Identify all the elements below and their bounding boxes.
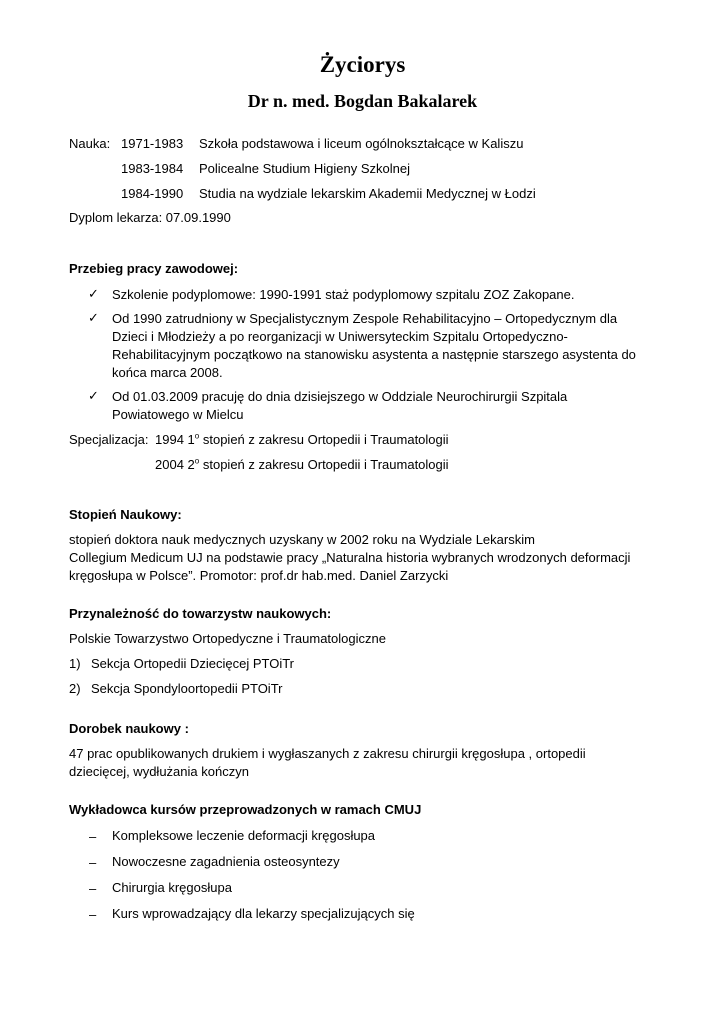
education-years: 1984-1990 — [121, 186, 184, 201]
degree-text-line: stopień doktora nauk medycznych uzyskany w 2002 roku na Wydziale Lekarskim — [69, 532, 535, 547]
page-subtitle: Dr n. med. Bogdan Bakalarek — [247, 91, 478, 111]
education-label: Nauka: — [69, 136, 111, 151]
society-number: 1) — [69, 656, 81, 671]
career-heading: Przebieg pracy zawodowej: — [69, 261, 239, 276]
diploma-date: Dyplom lekarza: 07.09.1990 — [69, 210, 231, 225]
career-item-line: Szkolenie podyplomowe: 1990-1991 staż podyplomowy szpitalu ZOZ Zakopane. — [112, 287, 575, 302]
dash-bullet-icon: – — [89, 881, 97, 896]
specialization-row: 1994 1$^o$ stopień z zakresu Ortopedii i Traumatologii — [155, 431, 449, 447]
career-item-line: Powiatowego w Mielcu — [112, 407, 244, 422]
page-title: Życiorys — [319, 52, 406, 77]
check-icon: ✓ — [88, 310, 99, 325]
publications-heading: Dorobek naukowy : — [69, 721, 189, 736]
dash-bullet-icon: – — [89, 855, 97, 870]
degree-text-line: kręgosłupa w Polsce”. Promotor: prof.dr hab.med. Daniel Zarzycki — [69, 568, 449, 583]
course-item: Kompleksowe leczenie deformacji kręgosłupa — [112, 828, 376, 843]
career-item-line: Rehabilitacyjnym początkowo na stanowisku asystenta a następnie starszego asystenta do — [112, 347, 636, 362]
career-item-line: Dzieci i Młodzieży a po reorganizacji w Uniwersyteckim Szpitalu Ortopedyczno- — [112, 329, 568, 344]
publications-text-line: 47 prac opublikowanych drukiem i wygłaszanych z zakresu chirurgii kręgosłupa , ortopedii — [69, 746, 586, 761]
check-icon: ✓ — [88, 388, 99, 403]
career-item-line: Od 01.03.2009 pracuję do dnia dzisiejszego w Oddziale Neurochirurgii Szpitala — [112, 389, 568, 404]
dash-bullet-icon: – — [89, 907, 97, 922]
publications-text-line: dziecięcej, wydłużania kończyn — [69, 764, 249, 779]
education-text: Policealne Studium Higieny Szkolnej — [199, 161, 411, 176]
societies-heading: Przynależność do towarzystw naukowych: — [69, 606, 332, 621]
courses-heading: Wykładowca kursów przeprowadzonych w ramach CMUJ — [69, 802, 422, 817]
course-item: Nowoczesne zagadnienia osteosyntezy — [112, 854, 340, 869]
society-item: Sekcja Ortopedii Dziecięcej PTOiTr — [91, 656, 295, 671]
education-years: 1983-1984 — [121, 161, 184, 176]
course-item: Kurs wprowadzający dla lekarzy specjalizujących się — [112, 906, 415, 921]
education-text: Szkoła podstawowa i liceum ogólnokształcące w Kaliszu — [199, 136, 524, 151]
specialization-row: 2004 2$^o$ stopień z zakresu Ortopedii i Traumatologii — [155, 456, 449, 472]
degree-text-line: Collegium Medicum UJ na podstawie pracy „Naturalna historia wybranych wrodzonych deformacji — [69, 550, 631, 565]
career-item-line: Od 1990 zatrudniony w Specjalistycznym Zespole Rehabilitacyjno – Ortopedycznym dla — [112, 311, 618, 326]
education-text: Studia na wydziale lekarskim Akademii Medycznej w Łodzi — [199, 186, 536, 201]
course-item: Chirurgia kręgosłupa — [112, 880, 232, 895]
education-years: 1971-1983 — [121, 136, 184, 151]
specialization-label: Specjalizacja: — [69, 432, 149, 447]
society-number: 2) — [69, 681, 81, 696]
check-icon: ✓ — [88, 286, 99, 301]
career-item-line: końca marca 2008. — [112, 365, 223, 380]
societies-main: Polskie Towarzystwo Ortopedyczne i Traumatologiczne — [69, 631, 386, 646]
dash-bullet-icon: – — [89, 829, 97, 844]
degree-heading: Stopień Naukowy: — [69, 507, 182, 522]
society-item: Sekcja Spondyloortopedii PTOiTr — [91, 681, 283, 696]
